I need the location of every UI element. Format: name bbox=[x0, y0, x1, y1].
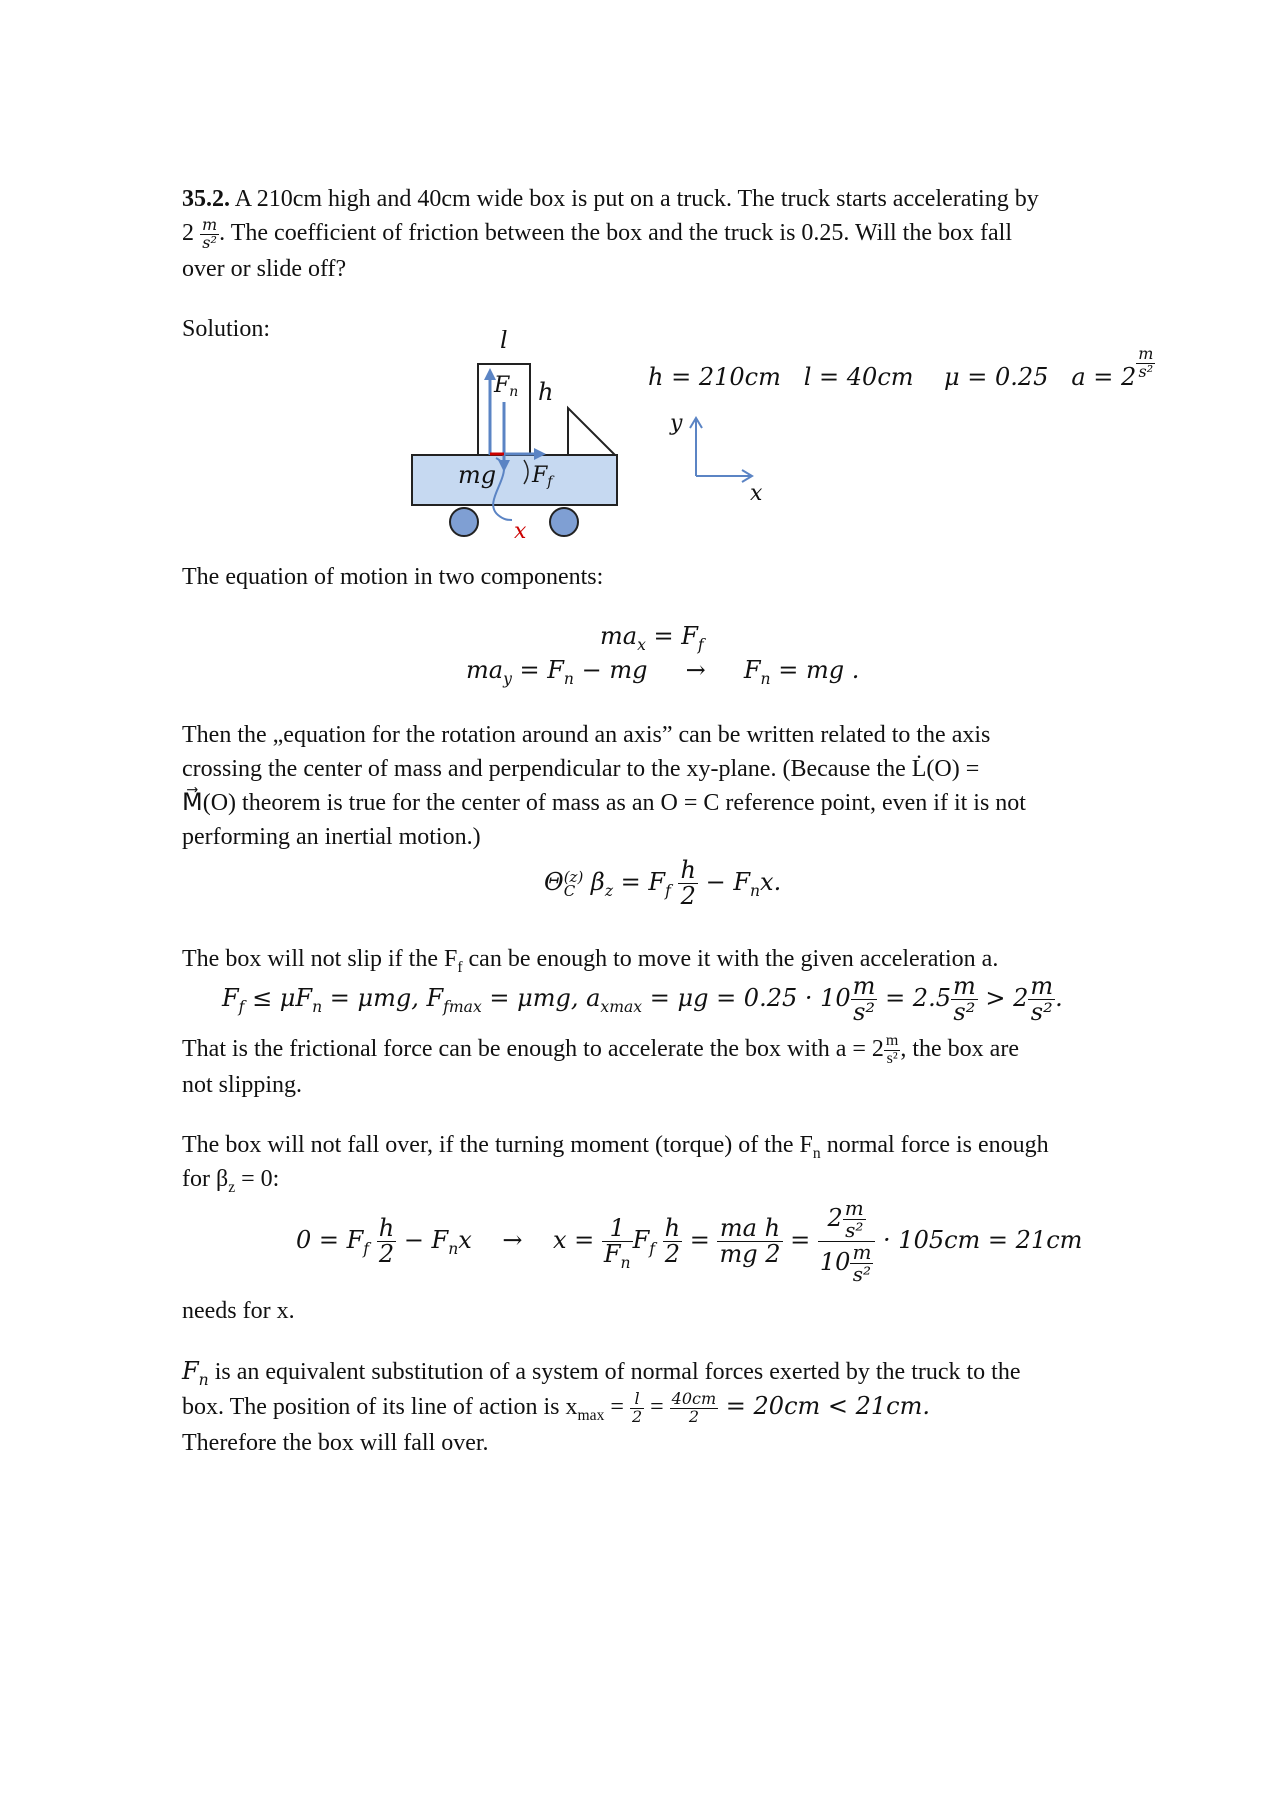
fn: F bbox=[603, 1240, 621, 1268]
eom-result-sub: n bbox=[760, 669, 771, 688]
eom-result: F bbox=[743, 656, 761, 684]
frac-num bbox=[818, 1198, 876, 1242]
problem-line-3: over or slide off? bbox=[182, 255, 347, 282]
rotation-equation bbox=[544, 858, 781, 909]
eq1-sub: x bbox=[637, 635, 646, 654]
slip-intro-end: can be enough to move it with the given acceleration a. bbox=[462, 946, 999, 972]
label-mg: mg bbox=[458, 461, 497, 489]
label-fn-main: F bbox=[494, 373, 510, 398]
slip-conclusion-a: That is the frictional force can be enough to accelerate the box with a = 2 bbox=[182, 1036, 884, 1062]
fall-f-sub: f bbox=[363, 1239, 370, 1258]
final-fn-sub: n bbox=[198, 1370, 209, 1389]
fall-n-sub: n bbox=[448, 1239, 459, 1258]
rot-fraction bbox=[678, 858, 697, 909]
problem-line-2: . The coefficient of friction between the box and the truck is 0.25. Will the box fall bbox=[219, 220, 1012, 246]
eq2-sub: y bbox=[503, 669, 512, 688]
fall-frac-h2 bbox=[377, 1213, 396, 1268]
final-fn: F bbox=[182, 1357, 199, 1385]
slip-intro-sub: f bbox=[457, 958, 463, 976]
rotation-line-2: crossing the center of mass and perpendicular to the xy-plane. (Because the L̇(O) = bbox=[182, 756, 980, 782]
fall-eq-2: = bbox=[782, 1226, 818, 1254]
fall-ff: F bbox=[632, 1226, 650, 1254]
final-line-1: is an equivalent substitution of a system of normal forces exerted by the truck to the bbox=[208, 1359, 1021, 1385]
axis-y-label: y bbox=[670, 411, 683, 436]
slip-intro-text: The box will not slip if the F bbox=[182, 946, 458, 972]
problem-line-1: A 210cm high and 40cm wide box is put on a truck. The truck starts accelerating by bbox=[234, 186, 1039, 212]
slip-unit-3 bbox=[1028, 974, 1055, 1025]
label-ff-main: F bbox=[532, 463, 548, 488]
slip-2-5: = 2.5 bbox=[877, 984, 951, 1013]
slip-ff-sub: f bbox=[238, 997, 245, 1016]
eq2-rhs-sub: n bbox=[563, 669, 574, 688]
final-eq-2: = bbox=[644, 1394, 670, 1420]
axis-x-label: x bbox=[750, 481, 763, 506]
fall-intro-end: normal force is enough bbox=[820, 1132, 1049, 1158]
label-fn-sub: n bbox=[509, 384, 519, 400]
eq1-rhs-sub: f bbox=[697, 635, 704, 654]
unit-num: m bbox=[1138, 344, 1154, 363]
problem-statement bbox=[182, 182, 1126, 286]
problem-number: 35.2. bbox=[182, 186, 230, 212]
frac-den: 2 bbox=[378, 1240, 395, 1268]
theta-sub: C bbox=[563, 881, 576, 900]
fall-arrow: → bbox=[502, 1226, 523, 1254]
given-a-unit bbox=[1136, 346, 1155, 381]
slip-conclusion bbox=[182, 1032, 1126, 1102]
wheel-front bbox=[550, 508, 578, 536]
rot-ff-sub: f bbox=[665, 881, 671, 900]
unit-den: s² bbox=[845, 1218, 864, 1242]
unit-den: s² bbox=[852, 1262, 872, 1286]
eom-eq-1 bbox=[600, 622, 704, 654]
unit-bottom bbox=[850, 1242, 873, 1285]
eq2-lhs: ma bbox=[466, 656, 504, 684]
fall-xeq: x = bbox=[552, 1226, 602, 1254]
frac-num: h bbox=[664, 1213, 681, 1242]
fall-tail: · 105cm = 21cm bbox=[875, 1226, 1083, 1254]
final-frac-l2 bbox=[630, 1391, 644, 1426]
fn-sub: n bbox=[620, 1253, 631, 1272]
unit-num: m bbox=[844, 1196, 864, 1220]
fall-equation bbox=[296, 1198, 1082, 1285]
rot-frac-num: h bbox=[680, 856, 696, 884]
unit-den: s² bbox=[853, 998, 876, 1027]
fall-intro-sub: n bbox=[812, 1144, 821, 1162]
rot-frac-den: 2 bbox=[680, 882, 696, 911]
frac-num: 40cm bbox=[671, 1389, 717, 1409]
rotation-line-4: performing an inertial motion.) bbox=[182, 824, 481, 850]
coordinate-axes bbox=[660, 400, 770, 510]
unit-den: s² bbox=[886, 1049, 898, 1067]
theta-sup: (z) bbox=[563, 867, 584, 886]
slip-equation bbox=[222, 974, 1063, 1025]
eq2-rhs: = F bbox=[511, 656, 564, 684]
beta: β bbox=[583, 868, 605, 897]
unit-den: s² bbox=[202, 232, 217, 252]
unit-top bbox=[843, 1198, 866, 1241]
fall-ff-sub: f bbox=[649, 1239, 655, 1258]
problem-acc-unit bbox=[200, 217, 219, 252]
rot-tail: − F bbox=[697, 868, 750, 897]
eom-eq-2 bbox=[466, 656, 860, 688]
label-h: h bbox=[538, 378, 554, 406]
slip-mufn: ≤ μF bbox=[244, 984, 313, 1013]
frac-num: ma h bbox=[717, 1216, 782, 1242]
wheel-rear bbox=[450, 508, 478, 536]
rotation-paragraph bbox=[182, 718, 1126, 854]
fall-frac-values bbox=[818, 1198, 876, 1285]
slip-ffmax: = μmg, F bbox=[322, 984, 444, 1013]
frac-num: l bbox=[630, 1391, 644, 1409]
frac-num: h bbox=[378, 1213, 395, 1242]
final-eq-1: = bbox=[604, 1394, 630, 1420]
slip-mufn-sub: n bbox=[312, 997, 323, 1016]
eq1-rhs: = F bbox=[645, 622, 698, 650]
slip-conclusion-line-2: not slipping. bbox=[182, 1071, 303, 1098]
given-h: h = 210cm bbox=[648, 362, 781, 391]
eq1-lhs: ma bbox=[600, 622, 638, 650]
beta-sub: z bbox=[604, 881, 614, 900]
slip-conclusion-b: , the box are bbox=[900, 1036, 1019, 1062]
eq2-tail: − mg bbox=[573, 656, 648, 684]
frac-num: 1 bbox=[602, 1216, 633, 1242]
given-l: l = 40cm bbox=[803, 362, 914, 391]
theta: Θ bbox=[544, 868, 564, 897]
fall-minus: − F bbox=[396, 1226, 449, 1254]
fall-eq-1: = bbox=[682, 1226, 718, 1254]
rot-tail-sub: n bbox=[749, 881, 761, 900]
unit-num: m bbox=[852, 1240, 872, 1264]
frac-den bbox=[602, 1240, 633, 1272]
slip-unit-2 bbox=[951, 974, 978, 1025]
rotation-line-1: Then the „equation for the rotation around an axis” can be written related to the axis bbox=[182, 722, 991, 748]
rotation-line-3: M⃗(O) theorem is true for the center of mass as an O = C reference point, even if it is not bbox=[182, 790, 1026, 816]
unit-num: m bbox=[885, 1032, 899, 1050]
fall-intro-line-2: for β bbox=[182, 1166, 229, 1192]
unit-den: s² bbox=[1030, 998, 1053, 1027]
unit-num: m bbox=[952, 972, 976, 1000]
slip-ff: F bbox=[222, 984, 239, 1013]
ten: 10 bbox=[819, 1248, 851, 1276]
frac-den: 2 bbox=[631, 1406, 643, 1426]
label-x: x bbox=[514, 519, 527, 544]
slip-mug: = μg = 0.25 · 10 bbox=[642, 984, 851, 1013]
fall-intro bbox=[182, 1128, 1126, 1196]
frac-den bbox=[818, 1242, 876, 1285]
fall-intro-line-2-sub: z bbox=[228, 1178, 236, 1196]
fall-intro-line-2-end: = 0: bbox=[235, 1166, 280, 1192]
fall-x: x bbox=[458, 1226, 472, 1254]
rot-eq-ff: = F bbox=[613, 868, 666, 897]
final-line-3: Therefore the box will fall over. bbox=[182, 1429, 489, 1456]
solution-label: Solution: bbox=[182, 316, 271, 342]
fall-frac-h2b bbox=[663, 1213, 682, 1268]
unit-den: s² bbox=[1138, 361, 1154, 381]
truck-cab bbox=[568, 408, 615, 455]
slip-gt-2: > 2 bbox=[977, 984, 1029, 1013]
slip-conclusion-unit bbox=[884, 1033, 900, 1068]
final-xmax-sub: max bbox=[577, 1406, 605, 1424]
label-l: l bbox=[500, 330, 508, 354]
slip-end: . bbox=[1055, 984, 1063, 1013]
two: 2 bbox=[827, 1204, 843, 1232]
unit-den: s² bbox=[953, 998, 976, 1027]
frac-den: 2 bbox=[664, 1240, 681, 1268]
slip-ffmax-sub: fmax bbox=[443, 997, 482, 1016]
eom-result-tail: = mg . bbox=[770, 656, 860, 684]
label-ff-sub: f bbox=[547, 474, 553, 490]
fall-frac-1fn bbox=[602, 1213, 633, 1272]
needs-for-x: needs for x. bbox=[182, 1298, 295, 1324]
given-a: a = 2 bbox=[1071, 362, 1137, 391]
fall-frac-mah bbox=[717, 1213, 782, 1268]
final-result: = 20cm < 21cm. bbox=[718, 1392, 931, 1420]
eom-intro: The equation of motion in two components: bbox=[182, 564, 604, 590]
fall-zero: 0 = F bbox=[296, 1226, 364, 1254]
slip-axmax-sub: xmax bbox=[600, 997, 643, 1016]
truck-bed bbox=[412, 455, 617, 505]
slip-unit-1 bbox=[851, 974, 878, 1025]
slip-axmax: = μmg, a bbox=[481, 984, 601, 1013]
eom-arrow: → bbox=[685, 656, 706, 684]
fall-intro-line-1: The box will not fall over, if the turning moment (torque) of the F bbox=[182, 1132, 813, 1158]
frac-den: mg 2 bbox=[719, 1240, 781, 1268]
problem-acc-value: 2 bbox=[182, 220, 194, 246]
slip-intro bbox=[182, 942, 1126, 976]
unit-num: m bbox=[202, 215, 218, 235]
unit-num: m bbox=[852, 972, 876, 1000]
rot-tail-end: x. bbox=[760, 868, 782, 897]
final-frac-40cm bbox=[670, 1391, 719, 1426]
frac-den: 2 bbox=[688, 1406, 700, 1426]
final-paragraph bbox=[182, 1354, 1126, 1460]
given-mu: μ = 0.25 bbox=[944, 362, 1049, 391]
unit-num: m bbox=[1030, 972, 1054, 1000]
final-line-2: box. The position of its line of action is x bbox=[182, 1394, 578, 1420]
